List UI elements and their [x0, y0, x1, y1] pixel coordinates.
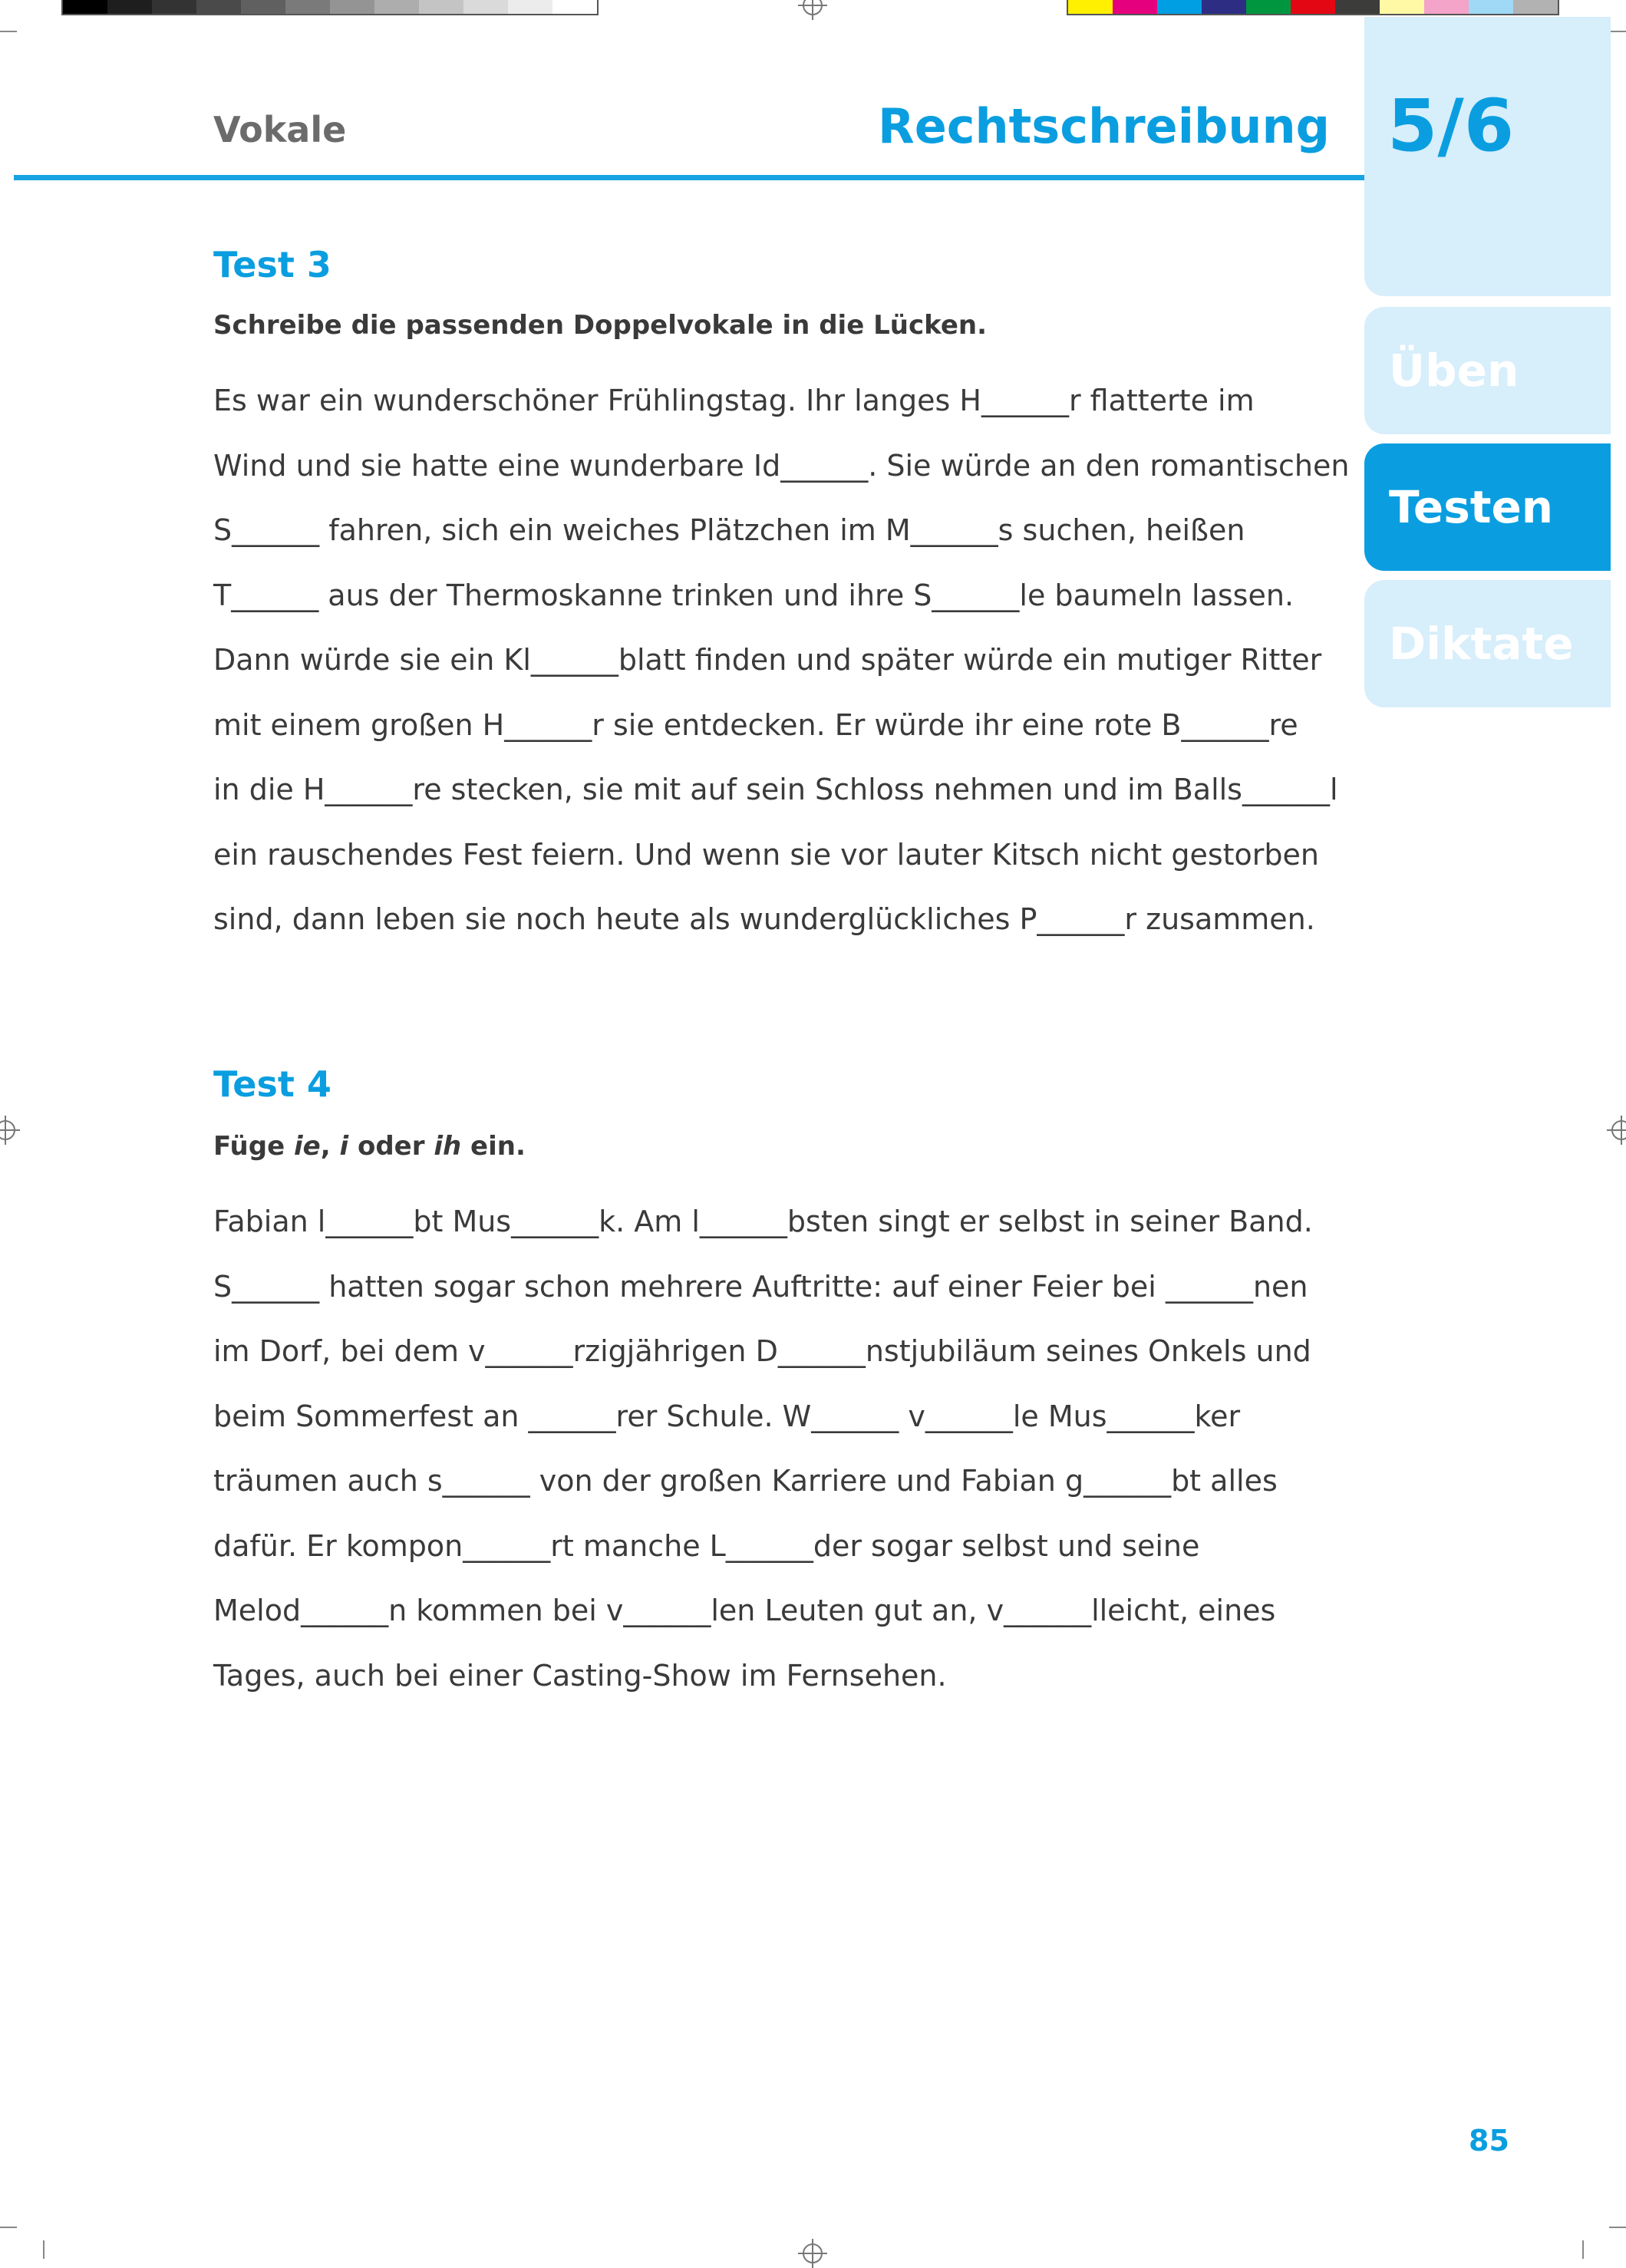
- grade-tab: [1364, 17, 1611, 296]
- calibration-swatch: [63, 0, 107, 14]
- exercise-line: mit einem großen H______r sie entdecken. Er würde ihr eine rote B______re: [213, 707, 1298, 742]
- exercise-line: Tages, auch bei einer Casting-Show im Fernsehen.: [213, 1658, 947, 1693]
- grayscale-calibration-bar: [61, 0, 599, 15]
- exercise-line: S______ fahren, sich ein weiches Plätzchen im M______s suchen, heißen: [213, 513, 1245, 547]
- page-number: 85: [1469, 2124, 1509, 2158]
- calibration-swatch: [196, 0, 241, 14]
- calibration-swatch: [1068, 0, 1113, 14]
- registration-mark-left: [0, 1120, 15, 1140]
- exercise-line: Es war ein wunderschöner Frühlingstag. Ihr langes H______r flatterte im: [213, 384, 1255, 417]
- calibration-swatch: [285, 0, 330, 14]
- registration-mark-right: [1611, 1120, 1626, 1140]
- calibration-swatch: [330, 0, 374, 14]
- instruction-option-i: i: [339, 1131, 349, 1162]
- calibration-swatch: [1157, 0, 1202, 14]
- registration-mark-bottom: [803, 2243, 823, 2263]
- calibration-swatch: [1380, 0, 1424, 14]
- exercise-line: sind, dann leben sie noch heute als wunderglückliches P______r zusammen.: [213, 902, 1315, 936]
- tab-testen[interactable]: Testen: [1364, 443, 1611, 571]
- calibration-swatch: [107, 0, 152, 14]
- instruction-text: Füge: [213, 1131, 294, 1162]
- tab-diktate[interactable]: Diktate: [1364, 580, 1611, 707]
- page-subject: Rechtschreibung: [877, 98, 1330, 154]
- instruction-text: ein.: [461, 1131, 526, 1162]
- calibration-swatch: [1202, 0, 1246, 14]
- crop-mark: [1609, 2227, 1626, 2228]
- calibration-swatch: [1469, 0, 1513, 14]
- grade-label: 5/6: [1387, 84, 1515, 168]
- calibration-swatch: [419, 0, 463, 14]
- calibration-swatch: [374, 0, 419, 14]
- calibration-swatch: [552, 0, 597, 14]
- test4-instruction: [213, 1131, 526, 1162]
- crop-mark: [43, 2240, 45, 2259]
- registration-mark-top: [803, 0, 823, 15]
- calibration-swatch: [508, 0, 552, 14]
- exercise-line: ein rauschendes Fest feiern. Und wenn sie vor lauter Kitsch nicht gestorben: [213, 837, 1319, 872]
- exercise-line: in die H______re stecken, sie mit auf sein Schloss nehmen und im Balls______l: [213, 773, 1338, 806]
- calibration-swatch: [1513, 0, 1558, 14]
- exercise-line: Melod______n kommen bei v______len Leuten gut an, v______lleicht, eines: [213, 1594, 1276, 1627]
- page-topic: Vokale: [213, 109, 347, 150]
- instruction-option-ie: ie: [293, 1131, 321, 1162]
- crop-mark: [1582, 2240, 1584, 2259]
- test3-title: Test 3: [213, 244, 331, 285]
- calibration-swatch: [1113, 0, 1157, 14]
- test3-instruction: Schreibe die passenden Doppelvokale in die Lücken.: [213, 310, 987, 341]
- crop-mark: [0, 2227, 17, 2228]
- color-calibration-bar: [1067, 0, 1559, 15]
- test3-exercise-text: [213, 368, 1350, 952]
- instruction-text: ,: [320, 1131, 340, 1162]
- tab-ueben[interactable]: Üben: [1364, 307, 1611, 434]
- exercise-line: S______ hatten sogar schon mehrere Auftritte: auf einer Feier bei ______nen: [213, 1269, 1308, 1304]
- calibration-swatch: [152, 0, 196, 14]
- test4-exercise-text: [213, 1189, 1313, 1708]
- exercise-line: Wind und sie hatte eine wunderbare Id______. Sie würde an den romantischen: [213, 448, 1350, 483]
- calibration-swatch: [1424, 0, 1469, 14]
- exercise-line: beim Sommerfest an ______rer Schule. W______ v______le Mus______ker: [213, 1399, 1241, 1433]
- crop-mark: [1609, 31, 1626, 32]
- exercise-line: T______ aus der Thermoskanne trinken und ihre S______le baumeln lassen.: [213, 578, 1295, 612]
- exercise-line: Fabian l______bt Mus______k. Am l______bsten singt er selbst in seiner Band.: [213, 1205, 1313, 1238]
- calibration-swatch: [1291, 0, 1335, 14]
- instruction-option-ih: ih: [434, 1131, 462, 1162]
- exercise-line: im Dorf, bei dem v______rzigjährigen D______nstjubiläum seines Onkels und: [213, 1334, 1311, 1368]
- test4-title: Test 4: [213, 1063, 331, 1105]
- calibration-swatch: [241, 0, 285, 14]
- calibration-swatch: [1246, 0, 1291, 14]
- instruction-text: oder: [348, 1131, 434, 1162]
- crop-mark: [0, 31, 17, 32]
- calibration-swatch: [463, 0, 508, 14]
- exercise-line: träumen auch s______ von der großen Karriere und Fabian g______bt alles: [213, 1464, 1278, 1498]
- exercise-line: dafür. Er kompon______rt manche L______der sogar selbst und seine: [213, 1528, 1200, 1563]
- exercise-line: Dann würde sie ein Kl______blatt finden und später würde ein mutiger Ritter: [213, 643, 1322, 677]
- calibration-swatch: [1335, 0, 1380, 14]
